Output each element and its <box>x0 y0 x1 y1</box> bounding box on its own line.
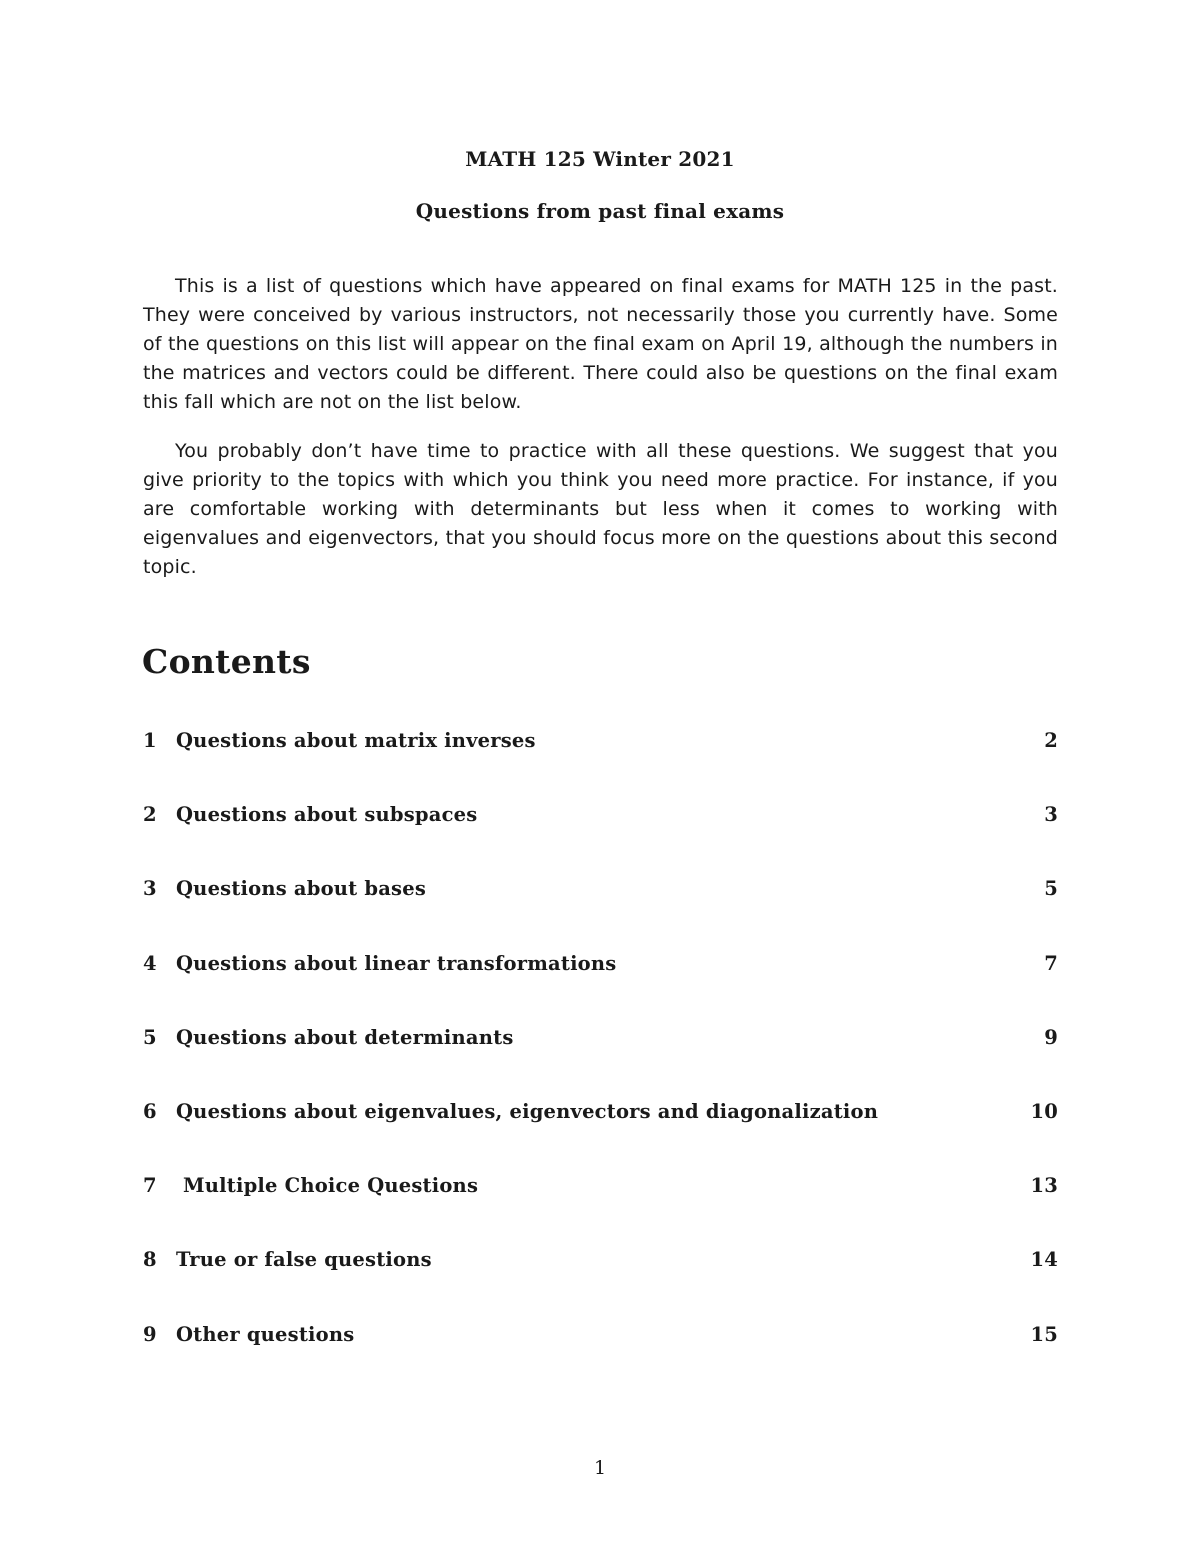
toc-entry[interactable] <box>143 1095 1058 1169</box>
toc-entry-page: 2 <box>1044 729 1058 752</box>
toc-entry-number: 6 <box>143 1099 157 1123</box>
toc-entry[interactable] <box>143 872 1058 946</box>
toc-entry-number: 9 <box>143 1322 157 1346</box>
toc-entry-title: Questions about matrix inverses <box>176 729 536 752</box>
toc-entry-title: True or false questions <box>176 1248 432 1272</box>
toc-entry-title: Other questions <box>176 1322 355 1346</box>
intro-paragraph: This is a list of questions which have appeared on final exams for MATH 125 in the past. They were conceived by various instructors, not necessarily those you currently have. Some of the questions on this list will appear on the final exam on April 19, although the numbers in the matrices and vectors could be different. There could also be questions on the final exam this fall which are not on the list below. <box>143 275 1058 413</box>
toc-entry-title: Questions about bases <box>176 877 426 901</box>
toc-entry-page: 7 <box>1044 951 1058 975</box>
toc-entry[interactable] <box>143 1318 1058 1392</box>
toc-entry[interactable] <box>143 1243 1058 1317</box>
page-number: 1 <box>593 1457 607 1479</box>
contents-heading: Contents <box>142 642 311 681</box>
toc-entry-page: 14 <box>1030 1248 1058 1272</box>
table-of-contents <box>143 724 1058 1392</box>
toc-entry-number: 5 <box>143 1025 157 1049</box>
toc-entry-number: 1 <box>143 729 157 752</box>
toc-entry-number: 3 <box>143 877 157 901</box>
toc-entry-page: 9 <box>1044 1025 1058 1049</box>
toc-entry-number: 2 <box>143 803 157 827</box>
toc-entry[interactable] <box>143 1169 1058 1243</box>
toc-entry[interactable] <box>143 1021 1058 1095</box>
toc-entry-number: 7 <box>143 1174 157 1198</box>
document-subtitle: Questions from past final exams <box>415 199 785 223</box>
toc-entry-page: 5 <box>1044 877 1058 901</box>
toc-entry[interactable] <box>143 947 1058 1021</box>
toc-entry-number: 4 <box>143 951 157 975</box>
toc-entry-page: 10 <box>1030 1099 1058 1123</box>
toc-entry-number: 8 <box>143 1248 157 1272</box>
toc-entry-title: Questions about eigenvalues, eigenvectors and diagonalization <box>176 1099 879 1123</box>
intro-section <box>143 272 1058 582</box>
toc-entry-title: Questions about subspaces <box>176 803 478 827</box>
toc-entry[interactable] <box>143 798 1058 872</box>
toc-entry-page: 13 <box>1030 1174 1058 1198</box>
toc-entry[interactable] <box>143 724 1058 798</box>
toc-entry-title: Questions about determinants <box>176 1025 514 1049</box>
document-title: MATH 125 Winter 2021 <box>465 147 735 171</box>
toc-entry-title: Multiple Choice Questions <box>176 1174 479 1198</box>
toc-entry-page: 15 <box>1030 1322 1058 1346</box>
intro-paragraph: You probably don’t have time to practice with all these questions. We suggest that you give priority to the topics with which you think you need more practice. For instance, if you are comfortable working with determinants but less when it comes to working with eigenvalues and eigenvectors, that you should focus more on the questions about this second topic. <box>143 440 1058 578</box>
toc-entry-page: 3 <box>1044 803 1058 827</box>
toc-entry-title: Questions about linear transformations <box>176 951 617 975</box>
